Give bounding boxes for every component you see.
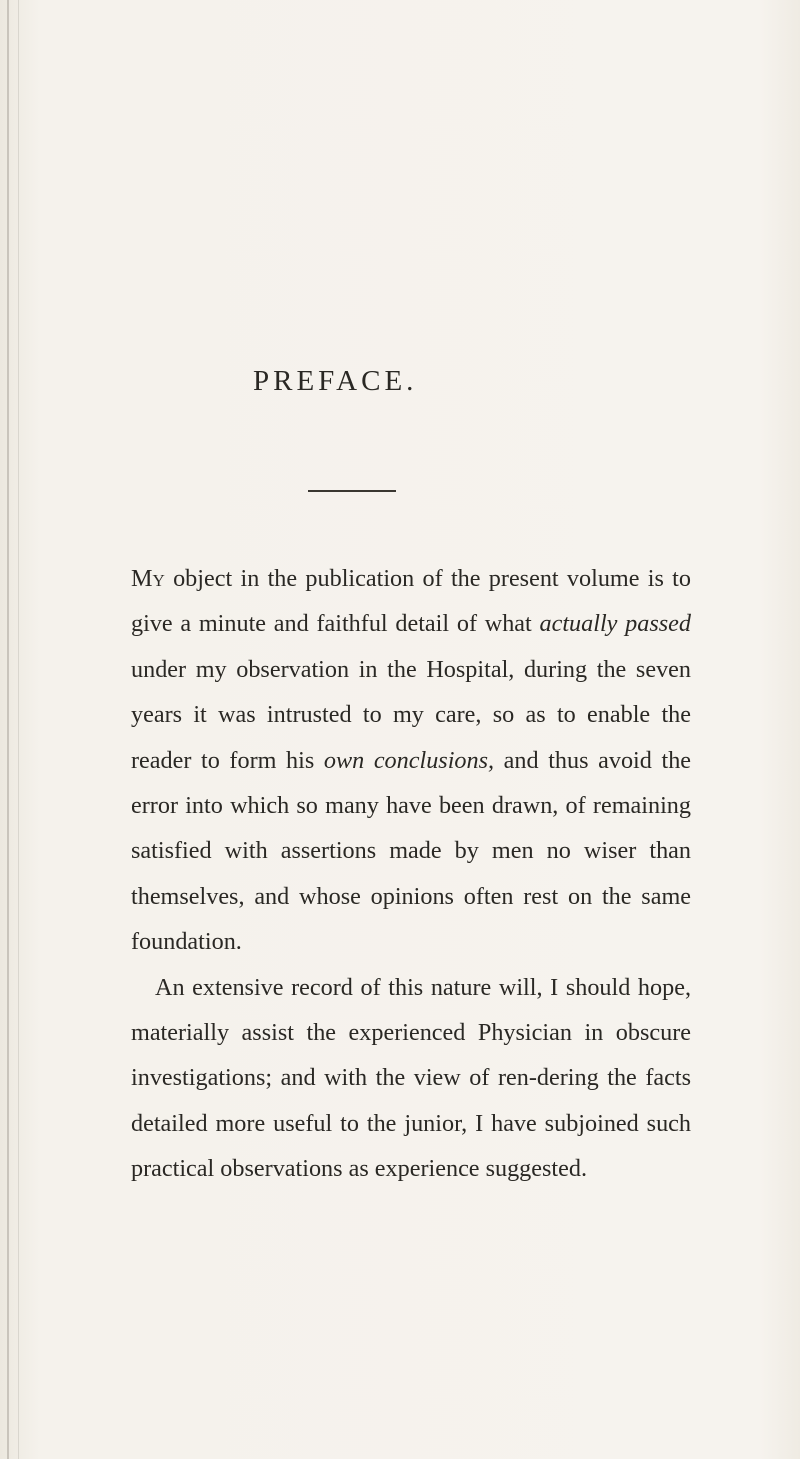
paragraph-2-segment-0: An extensive record of this nature will, I should hope, materially assist the experienced Physician in obscure investigations; and with the view of ren-dering the facts detailed more useful to the junior, I have subjoined such practical observations as experience suggested. <box>131 973 691 1183</box>
paragraph-1-segment-2: actually passed <box>539 610 691 638</box>
preface-body <box>131 556 691 1192</box>
paragraph-1-segment-3: under my observation in the Hospital, during the seven years it was intrusted to my care, so as to enable the reader to form his <box>131 655 691 774</box>
page-title: PREFACE. <box>253 365 418 397</box>
binding-edge-inner <box>18 0 19 1459</box>
title-rule <box>308 490 396 492</box>
paragraph-1-segment-1: object in the publication of the present volume is to give a minute and faithful detail of what <box>131 565 691 638</box>
paragraph-1 <box>131 556 691 965</box>
paragraph-1-segment-5: and thus avoid the error into which so many have been drawn, of remaining satisfied with assertions made by men no wiser than themselves, and whose opinions often rest on the same foundation. <box>131 746 692 956</box>
paragraph-1-segment-4: own conclusions, <box>323 746 495 774</box>
binding-edge <box>7 0 9 1459</box>
paragraph-2 <box>131 965 691 1192</box>
paragraph-1-segment-0: My <box>131 565 165 592</box>
